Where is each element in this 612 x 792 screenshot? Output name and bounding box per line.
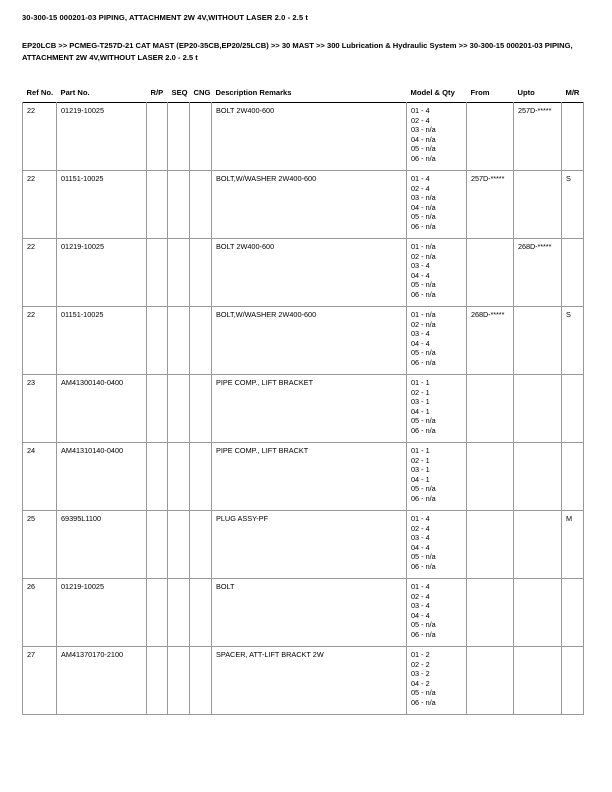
cell-rp xyxy=(147,647,168,715)
cell-part-no: 01219-10025 xyxy=(57,103,147,171)
cell-mr xyxy=(562,443,584,511)
model-qty-line: 03 - 1 xyxy=(411,397,430,407)
cell-cng xyxy=(190,239,212,307)
model-qty-line: 01 - n/a xyxy=(411,310,436,319)
cell-rp xyxy=(147,579,168,647)
cell-model-qty xyxy=(407,647,467,715)
table-row xyxy=(23,375,584,443)
cell-rp xyxy=(147,375,168,443)
model-qty-line: 01 - 1 xyxy=(411,446,430,455)
model-qty-line: 05 - n/a xyxy=(411,416,436,426)
column-header-part-no: Part No. xyxy=(60,88,90,97)
cell-part-no: 01219-10025 xyxy=(57,239,147,307)
model-qty-line: 03 - n/a xyxy=(411,125,436,135)
cell-mr xyxy=(562,647,584,715)
cell-mr xyxy=(562,375,584,443)
model-qty-line: 05 - n/a xyxy=(411,280,436,290)
cell-rp xyxy=(147,443,168,511)
cell-part-no: AM41310140-0400 xyxy=(57,443,147,511)
cell-from: 268D-***** xyxy=(467,307,514,375)
table-header xyxy=(23,88,584,103)
cell-ref-no: 26 xyxy=(23,579,57,647)
cell-mr: S xyxy=(562,171,584,239)
cell-from xyxy=(467,443,514,511)
cell-seq xyxy=(168,171,190,239)
cell-upto: 268D-***** xyxy=(514,239,562,307)
table-row xyxy=(23,443,584,511)
model-qty-line: 02 - 4 xyxy=(411,115,430,125)
model-qty-line: 05 - n/a xyxy=(411,552,436,562)
cell-model-qty xyxy=(407,511,467,579)
table-row xyxy=(23,239,584,307)
model-qty-line: 04 - n/a xyxy=(411,202,436,212)
model-qty-line: 03 - 4 xyxy=(411,261,430,271)
cell-description: BOLT,W/WASHER 2W400-600 xyxy=(212,171,407,239)
cell-part-no: AM41300140-0400 xyxy=(57,375,147,443)
model-qty-line: 04 - 4 xyxy=(411,542,430,552)
cell-ref-no: 22 xyxy=(23,239,57,307)
cell-cng xyxy=(190,103,212,171)
cell-description: PIPE COMP., LIFT BRACKT xyxy=(212,443,407,511)
cell-rp xyxy=(147,511,168,579)
model-qty-line: 06 - n/a xyxy=(411,425,436,435)
breadcrumb: EP20LCB >> PCMEG-T257D-21 CAT MAST (EP20-35CB,EP20/25LCB) >> 30 MAST >> 300 Lubrication & Hydraulic System >> 30-300-15 000201-03 PIPING, ATTACHMENT 2W 4V,WITHOUT LASER 2.0 - 2.5 t xyxy=(22,41,573,62)
cell-part-no: 69395L1100 xyxy=(57,511,147,579)
cell-upto xyxy=(514,511,562,579)
model-qty-line: 01 - 4 xyxy=(411,582,430,591)
cell-ref-no: 25 xyxy=(23,511,57,579)
table-body xyxy=(23,103,584,715)
cell-from: 257D-***** xyxy=(467,171,514,239)
cell-seq xyxy=(168,511,190,579)
cell-upto: 257D-***** xyxy=(514,103,562,171)
model-qty-line: 02 - 4 xyxy=(411,183,430,193)
cell-seq xyxy=(168,307,190,375)
model-qty-line: 03 - 4 xyxy=(411,329,430,339)
cell-description: SPACER, ATT-LIFT BRACKT 2W xyxy=(212,647,407,715)
model-qty-line: 02 - 4 xyxy=(411,591,430,601)
column-header-upto: Upto xyxy=(517,88,535,97)
cell-upto xyxy=(514,443,562,511)
model-qty-line: 02 - n/a xyxy=(411,251,436,261)
cell-rp xyxy=(147,307,168,375)
cell-model-qty xyxy=(407,307,467,375)
model-qty-line: 01 - n/a xyxy=(411,242,436,251)
table-row xyxy=(23,171,584,239)
model-qty-line: 05 - n/a xyxy=(411,620,436,630)
cell-seq xyxy=(168,239,190,307)
cell-description: BOLT 2W400-600 xyxy=(212,239,407,307)
model-qty-line: 02 - 4 xyxy=(411,523,430,533)
cell-mr: M xyxy=(562,511,584,579)
cell-upto xyxy=(514,579,562,647)
model-qty-line: 04 - 4 xyxy=(411,270,430,280)
cell-cng xyxy=(190,511,212,579)
cell-from xyxy=(467,511,514,579)
cell-description: PLUG ASSY-PF xyxy=(212,511,407,579)
table-header-row xyxy=(23,88,584,103)
model-qty-line: 04 - 4 xyxy=(411,338,430,348)
cell-from xyxy=(467,579,514,647)
column-header-from: From xyxy=(470,88,490,97)
model-qty-line: 05 - n/a xyxy=(411,484,436,494)
column-header-seq: SEQ xyxy=(171,88,188,97)
cell-from xyxy=(467,647,514,715)
cell-seq xyxy=(168,579,190,647)
table-row xyxy=(23,647,584,715)
model-qty-line: 04 - 1 xyxy=(411,474,430,484)
model-qty-line: 02 - 1 xyxy=(411,455,430,465)
model-qty-line: 04 - 4 xyxy=(411,610,430,620)
cell-model-qty xyxy=(407,443,467,511)
column-header-mr: M/R xyxy=(565,88,580,97)
model-qty-line: 06 - n/a xyxy=(411,357,436,367)
cell-ref-no: 27 xyxy=(23,647,57,715)
cell-mr xyxy=(562,103,584,171)
model-qty-line: 05 - n/a xyxy=(411,144,436,154)
cell-model-qty xyxy=(407,239,467,307)
cell-mr xyxy=(562,239,584,307)
model-qty-line: 06 - n/a xyxy=(411,153,436,163)
cell-seq xyxy=(168,103,190,171)
model-qty-line: 01 - 4 xyxy=(411,514,430,523)
model-qty-line: 03 - 1 xyxy=(411,465,430,475)
column-header-ref-no: Ref No. xyxy=(26,88,54,97)
model-qty-line: 01 - 4 xyxy=(411,106,430,115)
model-qty-line: 06 - n/a xyxy=(411,561,436,571)
model-qty-line: 01 - 2 xyxy=(411,650,430,659)
cell-model-qty xyxy=(407,579,467,647)
cell-rp xyxy=(147,103,168,171)
cell-model-qty xyxy=(407,171,467,239)
column-header-description: Description Remarks xyxy=(215,88,292,97)
model-qty-line: 06 - n/a xyxy=(411,493,436,503)
cell-upto xyxy=(514,307,562,375)
model-qty-line: 05 - n/a xyxy=(411,348,436,358)
cell-cng xyxy=(190,171,212,239)
cell-ref-no: 22 xyxy=(23,307,57,375)
model-qty-line: 03 - 2 xyxy=(411,669,430,679)
cell-rp xyxy=(147,171,168,239)
cell-seq xyxy=(168,375,190,443)
column-header-rp: R/P xyxy=(150,88,164,97)
cell-cng xyxy=(190,647,212,715)
model-qty-line: 02 - 2 xyxy=(411,659,430,669)
cell-description: BOLT 2W400-600 xyxy=(212,103,407,171)
cell-upto xyxy=(514,171,562,239)
cell-upto xyxy=(514,375,562,443)
model-qty-line: 06 - n/a xyxy=(411,289,436,299)
cell-part-no: 01219-10025 xyxy=(57,579,147,647)
model-qty-line: 06 - n/a xyxy=(411,629,436,639)
model-qty-line: 02 - 1 xyxy=(411,387,430,397)
cell-model-qty xyxy=(407,103,467,171)
cell-seq xyxy=(168,443,190,511)
model-qty-line: 04 - n/a xyxy=(411,134,436,144)
parts-table xyxy=(22,88,584,715)
model-qty-line: 04 - 1 xyxy=(411,406,430,416)
cell-cng xyxy=(190,443,212,511)
cell-part-no: AM41370170-2100 xyxy=(57,647,147,715)
cell-mr xyxy=(562,579,584,647)
cell-ref-no: 24 xyxy=(23,443,57,511)
cell-part-no: 01151-10025 xyxy=(57,307,147,375)
cell-cng xyxy=(190,579,212,647)
cell-ref-no: 23 xyxy=(23,375,57,443)
cell-description: BOLT,W/WASHER 2W400-600 xyxy=(212,307,407,375)
cell-from xyxy=(467,375,514,443)
cell-mr: S xyxy=(562,307,584,375)
table-row xyxy=(23,511,584,579)
model-qty-line: 03 - 4 xyxy=(411,533,430,543)
model-qty-line: 01 - 1 xyxy=(411,378,430,387)
cell-from xyxy=(467,239,514,307)
cell-ref-no: 22 xyxy=(23,171,57,239)
cell-part-no: 01151-10025 xyxy=(57,171,147,239)
model-qty-line: 03 - n/a xyxy=(411,193,436,203)
column-header-model-qty: Model & Qty xyxy=(410,88,455,97)
model-qty-line: 05 - n/a xyxy=(411,212,436,222)
table-row xyxy=(23,307,584,375)
model-qty-line: 04 - 2 xyxy=(411,678,430,688)
model-qty-line: 06 - n/a xyxy=(411,697,436,707)
column-header-cng: CNG xyxy=(193,88,211,97)
cell-from xyxy=(467,103,514,171)
cell-ref-no: 22 xyxy=(23,103,57,171)
cell-seq xyxy=(168,647,190,715)
model-qty-line: 01 - 4 xyxy=(411,174,430,183)
cell-description: PIPE COMP., LIFT BRACKET xyxy=(212,375,407,443)
model-qty-line: 05 - n/a xyxy=(411,688,436,698)
table-row xyxy=(23,579,584,647)
model-qty-line: 02 - n/a xyxy=(411,319,436,329)
cell-cng xyxy=(190,307,212,375)
model-qty-line: 03 - 4 xyxy=(411,601,430,611)
cell-cng xyxy=(190,375,212,443)
model-qty-line: 06 - n/a xyxy=(411,221,436,231)
cell-model-qty xyxy=(407,375,467,443)
cell-rp xyxy=(147,239,168,307)
cell-upto xyxy=(514,647,562,715)
cell-description: BOLT xyxy=(212,579,407,647)
page-title: 30-300-15 000201-03 PIPING, ATTACHMENT 2W 4V,WITHOUT LASER 2.0 - 2.5 t xyxy=(22,13,308,22)
table-row xyxy=(23,103,584,171)
